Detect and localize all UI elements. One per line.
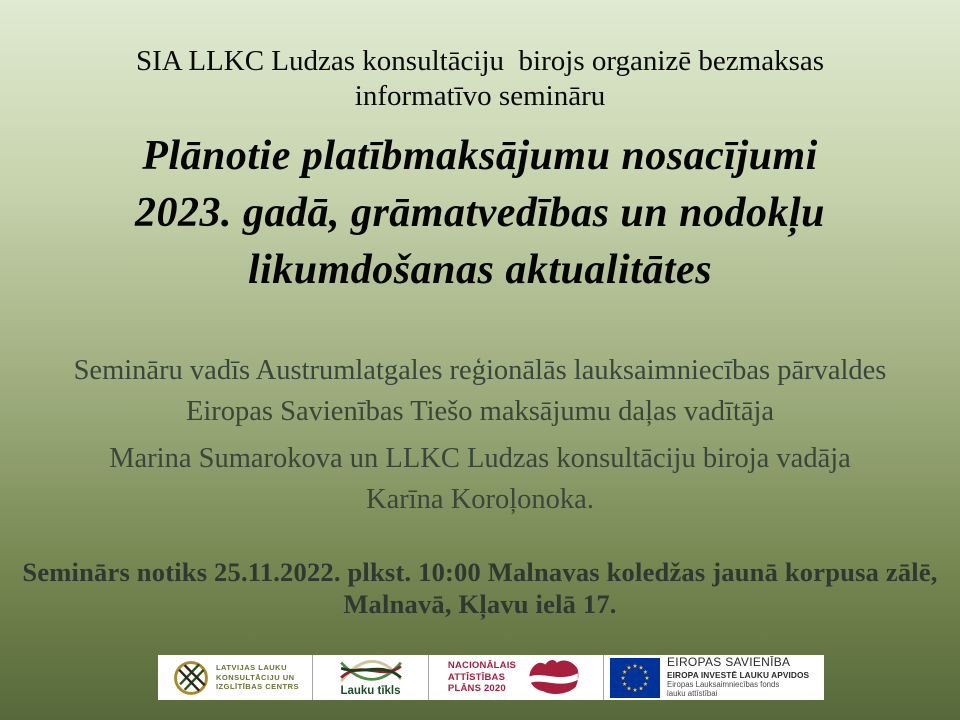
slide-heading bbox=[0, 44, 960, 115]
lauku-tikls-label: Lauku tīkls bbox=[340, 685, 401, 698]
llkc-text-line: IZGLĪTĪBAS CENTRS bbox=[215, 682, 300, 692]
crossing-curves-icon bbox=[335, 657, 407, 685]
llkc-text-line: KONSULTĀCIJU UN bbox=[215, 672, 295, 682]
slide-title bbox=[0, 128, 960, 299]
llkc-wheat-circle-icon bbox=[171, 658, 211, 698]
nap-text-line: NACIONĀLAIS bbox=[447, 660, 517, 672]
eu-fund-line: lauku attīstībai bbox=[667, 688, 718, 698]
nap-text-line: ATTĪSTĪBAS bbox=[447, 671, 506, 683]
heading-line: informatīvo semināru bbox=[354, 80, 606, 113]
lecturer-intro-line: Semināru vadīs Austrumlatgales reģionālās lauksaimniecības pārvaldes bbox=[73, 355, 887, 386]
logo-llkc bbox=[158, 655, 312, 700]
title-line: 2023. gadā, grāmatvedības un nodokļu bbox=[134, 190, 826, 237]
llkc-text-line: LATVIJAS LAUKU bbox=[215, 662, 287, 672]
eu-flag-icon bbox=[610, 658, 660, 698]
nap-logo-text bbox=[448, 660, 516, 694]
eu-title: EIROPAS SAVIENĪBA bbox=[667, 655, 791, 670]
title-line: Plānotie platībmaksājumu nosacījumi bbox=[142, 133, 818, 179]
llkc-logo-text bbox=[216, 663, 299, 692]
partner-logo-strip bbox=[158, 655, 824, 700]
logo-eu bbox=[603, 655, 823, 700]
event-details-line: Malnavā, Kļavu ielā 17. bbox=[343, 589, 617, 620]
title-line: likumdošanas aktualitātes bbox=[247, 247, 713, 294]
lecturer-intro bbox=[0, 350, 960, 433]
logo-lauku-tikls bbox=[312, 655, 428, 700]
event-details-line: Seminārs notiks 25.11.2022. plkst. 10:00 Malnavas koledžas jaunā korpusa zālē, bbox=[22, 557, 938, 587]
lecturer-names bbox=[0, 438, 960, 521]
heading-line: SIA LLKC Ludzas konsultāciju birojs organizē bezmaksas bbox=[135, 45, 825, 77]
event-details bbox=[0, 556, 960, 621]
lecturer-names-line: Marina Sumarokova un LLKC Ludzas konsultāciju biroja vadāja bbox=[109, 443, 851, 474]
eu-logo-text bbox=[667, 656, 809, 698]
logo-nap2020 bbox=[428, 655, 603, 700]
latvia-flag-map-icon bbox=[522, 657, 584, 699]
eu-subtitle: EIROPA INVESTĒ LAUKU APVIDOS bbox=[667, 670, 810, 681]
nap-text-line: PLĀNS 2020 bbox=[447, 683, 506, 695]
lecturer-names-line: Karīna Koroļonoka. bbox=[366, 484, 594, 516]
lecturer-intro-line: Eiropas Savienības Tiešo maksājumu daļas vadītāja bbox=[185, 396, 775, 428]
eu-fund-line: Eiropas Lauksaimniecības fonds bbox=[667, 679, 780, 689]
